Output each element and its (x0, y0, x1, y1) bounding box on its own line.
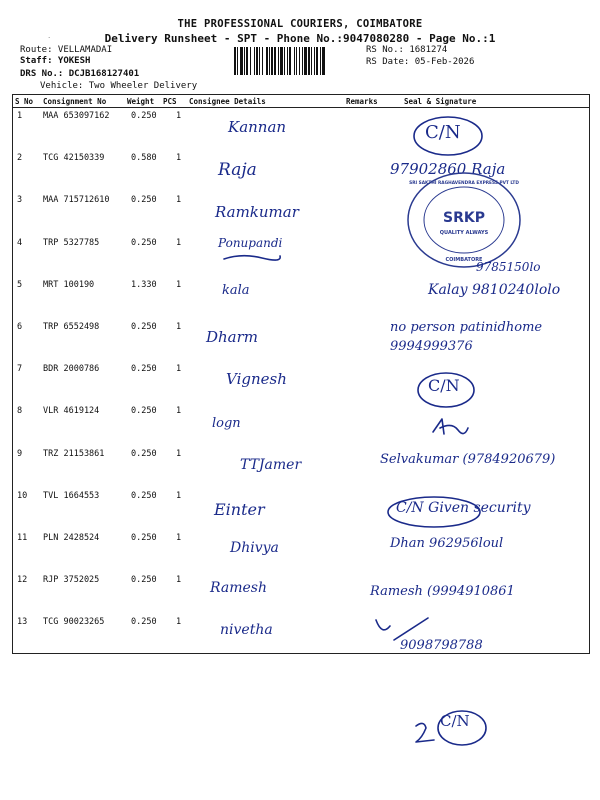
pieces: 1 (176, 195, 182, 206)
barcode-bar (254, 47, 255, 75)
footer-note: C/N (440, 712, 470, 730)
consignee-sign-2: Raja (218, 160, 257, 180)
barcode-bar (246, 47, 248, 75)
barcode-bar (269, 47, 270, 75)
strike-out (222, 251, 282, 265)
consignment-number: PLN 2428524 (43, 533, 100, 543)
consignment-number: TCG 42150339 (43, 153, 105, 164)
weight: 0.250 (131, 237, 157, 248)
barcode-bar (296, 47, 297, 75)
serial-number: 4 (17, 237, 23, 248)
pieces: 1 (176, 364, 182, 375)
barcode (234, 47, 362, 75)
consignment-number: TRP 6552498 (43, 322, 100, 332)
serial-number: 6 (17, 322, 23, 332)
consignee-sign-5: kala (222, 283, 250, 298)
scribble-8 (430, 416, 470, 438)
col-sno: S No (15, 97, 34, 106)
seal-sign-10: C/N Given security (396, 500, 531, 516)
col-remarks: Remarks (346, 97, 378, 106)
seal-sign-4: 9785150lo (476, 260, 541, 274)
pieces: 1 (176, 575, 182, 586)
weight: 1.330 (131, 279, 157, 290)
consignee-sign-12: Ramesh (210, 580, 267, 596)
col-weight: Weight (127, 97, 155, 106)
serial-number: 10 (17, 490, 28, 501)
staff: Staff: YOKESH (20, 56, 91, 66)
consignment-number: VLR 4619124 (43, 406, 100, 417)
barcode-bar (287, 47, 288, 75)
weight: 0.250 (131, 490, 157, 501)
seal-sign-5: Kalay 9810240lolo (428, 282, 561, 298)
barcode-bar (244, 47, 245, 75)
consignment-number: RJP 3752025 (43, 575, 100, 586)
weight: 0.250 (131, 533, 157, 543)
consignment-number: MRT 100190 (43, 279, 95, 290)
col-consignment: Consignment No (43, 97, 107, 106)
consignee-sign-10: Einter (214, 500, 265, 519)
barcode-bar (250, 47, 251, 75)
seal-sign-2: 97902860 Raja (390, 160, 506, 178)
table-row (13, 107, 589, 149)
pieces: 1 (176, 490, 182, 501)
barcode-bar (262, 47, 263, 75)
serial-number: 9 (17, 448, 23, 459)
weight: 0.250 (131, 322, 157, 332)
barcode-bar (299, 47, 300, 75)
stamp-ring-bottom: COIMBATORE (445, 257, 483, 263)
col-consignee: Consignee Details (189, 97, 266, 106)
serial-number: 3 (17, 195, 23, 206)
seal-sign-7: C/N (428, 376, 460, 395)
consignment-number: MAA 653097162 (43, 111, 110, 121)
pieces: 1 (176, 533, 182, 543)
consignee-sign-6: Dharm (206, 328, 259, 346)
barcode-bar (278, 47, 279, 75)
consignee-sign-13: nivetha (220, 622, 273, 638)
serial-number: 2 (17, 153, 23, 164)
barcode-bar (294, 47, 295, 75)
weight: 0.250 (131, 195, 157, 206)
consignment-number: MAA 715712610 (43, 195, 110, 206)
scan-mark: ˊ (48, 36, 51, 44)
serial-number: 7 (17, 364, 23, 375)
pieces: 1 (176, 237, 182, 248)
barcode-bar (274, 47, 276, 75)
consignee-sign-8: logn (212, 416, 241, 431)
rs-number: RS No.: 1681274 (366, 45, 448, 55)
seal-sign-11: Dhan 962956loul (390, 536, 504, 551)
serial-number: 1 (17, 111, 23, 121)
barcode-bar (240, 47, 243, 75)
seal-sign-6: no person patinidhome 9994999376 (390, 320, 543, 354)
stamp-center: SRKP (443, 210, 485, 226)
serial-number: 11 (17, 533, 28, 543)
stamp-tagline: QUALITY ALWAYS (439, 230, 489, 236)
seal-sign-1: C/N (425, 122, 461, 143)
barcode-bar (237, 47, 238, 75)
runsheet-title: Delivery Runsheet - SPT - Phone No.:9047080280 - Page No.:1 (104, 32, 496, 45)
serial-number: 5 (17, 279, 23, 290)
pieces: 1 (176, 406, 182, 417)
barcode-bar (308, 47, 310, 75)
company-name: THE PROFESSIONAL COURIERS, COIMBATORE (177, 18, 423, 30)
barcode-bar (284, 47, 285, 75)
consignee-sign-4: Ponupandi (218, 236, 283, 250)
barcode-bar (259, 47, 260, 75)
consignee-sign-7: Vignesh (226, 370, 287, 388)
stamp-ring-top: SRI SAKTHI RAGHAVENDRA EXPRESS PVT LTD (409, 181, 519, 186)
serial-number: 12 (17, 575, 28, 586)
consignment-number: TRP 5327785 (43, 237, 100, 248)
company-stamp (405, 170, 523, 270)
pieces: 1 (176, 617, 182, 628)
weight: 0.250 (131, 448, 157, 459)
consignment-number: TCG 90023265 (43, 617, 105, 628)
weight: 0.250 (131, 617, 157, 628)
pieces: 1 (176, 279, 182, 290)
barcode-bar (266, 47, 268, 75)
serial-number: 8 (17, 406, 23, 417)
serial-number: 13 (17, 617, 28, 628)
route: Route: VELLAMADAI (20, 45, 113, 55)
barcode-bar (271, 47, 273, 75)
pieces: 1 (176, 111, 182, 121)
seal-sign-9: Selvakumar (9784920679) (380, 452, 556, 467)
barcode-bar (320, 47, 321, 75)
seal-sign-12: Ramesh (9994910861 (370, 584, 515, 599)
table-row (13, 613, 589, 655)
table-row (13, 360, 589, 402)
rs-date: RS Date: 05-Feb-2026 (366, 57, 475, 67)
seal-sign-13: 9098798788 (400, 638, 483, 653)
weight: 0.250 (131, 575, 157, 586)
barcode-bar (280, 47, 283, 75)
weight: 0.250 (131, 111, 157, 121)
barcode-bar (314, 47, 315, 75)
barcode-bar (322, 47, 325, 75)
consignee-sign-9: TTJamer (240, 457, 302, 473)
barcode-bar (311, 47, 312, 75)
pieces: 1 (176, 448, 182, 459)
drs-number: DRS No.: DCJB168127401 (20, 69, 140, 79)
table-row (13, 402, 589, 444)
consignee-sign-3: Ramkumar (215, 203, 299, 221)
barcode-bar (316, 47, 318, 75)
barcode-bar (302, 47, 303, 75)
consignee-sign-11: Dhivya (230, 540, 279, 556)
consignment-number: TVL 1664553 (43, 490, 100, 501)
pieces: 1 (176, 322, 182, 332)
consignment-number: BDR 2000786 (43, 364, 100, 375)
pieces: 1 (176, 153, 182, 164)
col-pcs: PCS (163, 97, 177, 106)
consignment-number: TRZ 21153861 (43, 448, 105, 459)
barcode-bar (234, 47, 236, 75)
consignee-sign-1: Kannan (228, 118, 287, 136)
barcode-bar (289, 47, 291, 75)
barcode-bar (256, 47, 258, 75)
weight: 0.250 (131, 406, 157, 417)
weight: 0.250 (131, 364, 157, 375)
weight: 0.580 (131, 153, 157, 164)
col-seal: Seal & Signature (404, 97, 477, 106)
barcode-bar (304, 47, 307, 75)
vehicle: Vehicle: Two Wheeler Delivery (40, 81, 198, 91)
